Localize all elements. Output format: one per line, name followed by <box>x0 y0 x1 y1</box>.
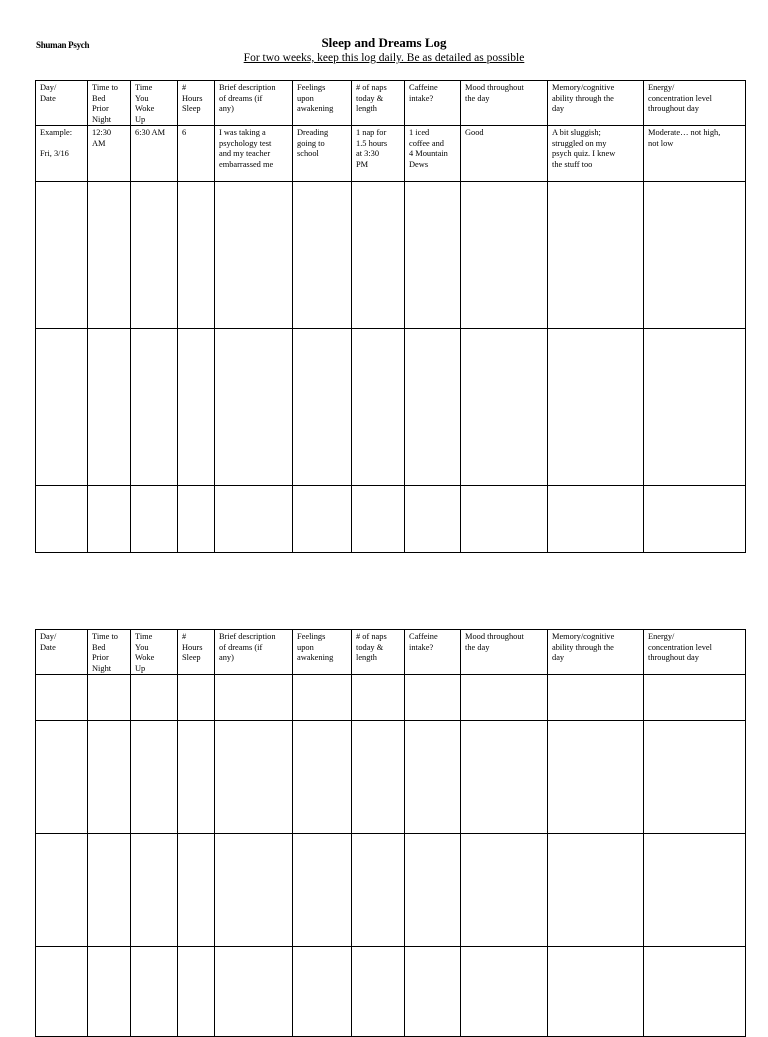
entry-cell[interactable] <box>36 947 88 1037</box>
entry-cell[interactable] <box>178 182 215 329</box>
entry-cell[interactable] <box>405 329 461 486</box>
entry-cell[interactable] <box>131 486 178 553</box>
entry-cell[interactable] <box>293 721 352 834</box>
entry-cell[interactable] <box>88 721 131 834</box>
example-cell: Example: Fri, 3/16 <box>36 126 88 182</box>
example-cell: 12:30 AM <box>88 126 131 182</box>
entry-cell[interactable] <box>405 675 461 721</box>
column-header: Energy/ concentration level throughout day <box>644 630 746 675</box>
sleep-log-table-2 <box>35 629 746 1037</box>
example-cell: Moderate… not high, not low <box>644 126 746 182</box>
example-cell: 1 iced coffee and 4 Mountain Dews <box>405 126 461 182</box>
entry-cell[interactable] <box>36 675 88 721</box>
column-header: Time You Woke Up <box>131 630 178 675</box>
log-entry-row[interactable] <box>36 947 746 1037</box>
entry-cell[interactable] <box>131 675 178 721</box>
entry-cell[interactable] <box>461 947 548 1037</box>
entry-cell[interactable] <box>352 486 405 553</box>
entry-cell[interactable] <box>293 486 352 553</box>
sleep-log-table-1 <box>35 80 746 553</box>
entry-cell[interactable] <box>644 947 746 1037</box>
log-entry-row[interactable] <box>36 486 746 553</box>
entry-cell[interactable] <box>36 182 88 329</box>
entry-cell[interactable] <box>88 182 131 329</box>
entry-cell[interactable] <box>644 834 746 947</box>
entry-cell[interactable] <box>88 486 131 553</box>
column-header: Time You Woke Up <box>131 81 178 126</box>
entry-cell[interactable] <box>131 834 178 947</box>
column-header: Caffeine intake? <box>405 630 461 675</box>
column-header: Memory/cognitive ability through the day <box>548 630 644 675</box>
entry-cell[interactable] <box>405 834 461 947</box>
entry-cell[interactable] <box>178 329 215 486</box>
entry-cell[interactable] <box>293 329 352 486</box>
log-entry-row[interactable] <box>36 675 746 721</box>
entry-cell[interactable] <box>215 675 293 721</box>
entry-cell[interactable] <box>461 486 548 553</box>
entry-cell[interactable] <box>178 675 215 721</box>
entry-cell[interactable] <box>405 486 461 553</box>
entry-cell[interactable] <box>293 675 352 721</box>
header-row <box>36 630 746 675</box>
entry-cell[interactable] <box>548 182 644 329</box>
column-header: # of naps today & length <box>352 81 405 126</box>
log-entry-row[interactable] <box>36 182 746 329</box>
entry-cell[interactable] <box>548 834 644 947</box>
column-header: Feelings upon awakening <box>293 630 352 675</box>
entry-cell[interactable] <box>178 947 215 1037</box>
entry-cell[interactable] <box>644 486 746 553</box>
entry-cell[interactable] <box>36 486 88 553</box>
log-entry-row[interactable] <box>36 721 746 834</box>
entry-cell[interactable] <box>36 834 88 947</box>
column-header: Mood throughout the day <box>461 630 548 675</box>
entry-cell[interactable] <box>88 834 131 947</box>
entry-cell[interactable] <box>644 721 746 834</box>
example-row <box>36 126 746 182</box>
entry-cell[interactable] <box>88 947 131 1037</box>
column-header: Mood throughout the day <box>461 81 548 126</box>
entry-cell[interactable] <box>548 675 644 721</box>
entry-cell[interactable] <box>178 721 215 834</box>
column-header: Time to Bed Prior Night <box>88 81 131 126</box>
entry-cell[interactable] <box>352 329 405 486</box>
entry-cell[interactable] <box>131 182 178 329</box>
entry-cell[interactable] <box>352 721 405 834</box>
entry-cell[interactable] <box>405 182 461 329</box>
entry-cell[interactable] <box>352 675 405 721</box>
header-row <box>36 81 746 126</box>
entry-cell[interactable] <box>405 721 461 834</box>
column-header: # Hours Sleep <box>178 81 215 126</box>
entry-cell[interactable] <box>548 329 644 486</box>
entry-cell[interactable] <box>215 947 293 1037</box>
entry-cell[interactable] <box>215 329 293 486</box>
entry-cell[interactable] <box>548 947 644 1037</box>
entry-cell[interactable] <box>352 834 405 947</box>
entry-cell[interactable] <box>644 329 746 486</box>
column-header: Energy/ concentration level throughout day <box>644 81 746 126</box>
column-header: Memory/cognitive ability through the day <box>548 81 644 126</box>
column-header: Brief description of dreams (if any) <box>215 630 293 675</box>
entry-cell[interactable] <box>352 182 405 329</box>
entry-cell[interactable] <box>131 329 178 486</box>
column-header: # Hours Sleep <box>178 630 215 675</box>
example-cell: 6:30 AM <box>131 126 178 182</box>
page-subtitle: For two weeks, keep this log daily. Be as detailed as possible <box>243 52 525 64</box>
entry-cell[interactable] <box>88 675 131 721</box>
entry-cell[interactable] <box>461 182 548 329</box>
example-cell: I was taking a psychology test and my teacher embarrassed me <box>215 126 293 182</box>
entry-cell[interactable] <box>178 834 215 947</box>
page-title: Sleep and Dreams Log <box>321 35 447 50</box>
entry-cell[interactable] <box>293 947 352 1037</box>
entry-cell[interactable] <box>461 329 548 486</box>
entry-cell[interactable] <box>548 486 644 553</box>
entry-cell[interactable] <box>548 721 644 834</box>
entry-cell[interactable] <box>178 486 215 553</box>
example-cell: 1 nap for 1.5 hours at 3:30 PM <box>352 126 405 182</box>
column-header: # of naps today & length <box>352 630 405 675</box>
example-cell: A bit sluggish; struggled on my psych quiz. I knew the stuff too <box>548 126 644 182</box>
log-entry-row[interactable] <box>36 329 746 486</box>
column-header: Time to Bed Prior Night <box>88 630 131 675</box>
entry-cell[interactable] <box>215 486 293 553</box>
entry-cell[interactable] <box>644 182 746 329</box>
example-cell: Dreading going to school <box>293 126 352 182</box>
column-header: Day/ Date <box>36 630 88 675</box>
entry-cell[interactable] <box>461 834 548 947</box>
entry-cell[interactable] <box>644 675 746 721</box>
entry-cell[interactable] <box>293 834 352 947</box>
entry-cell[interactable] <box>293 182 352 329</box>
column-header: Brief description of dreams (if any) <box>215 81 293 126</box>
column-header: Day/ Date <box>36 81 88 126</box>
entry-cell[interactable] <box>36 721 88 834</box>
log-entry-row[interactable] <box>36 834 746 947</box>
entry-cell[interactable] <box>405 947 461 1037</box>
entry-cell[interactable] <box>88 329 131 486</box>
example-cell: 6 <box>178 126 215 182</box>
entry-cell[interactable] <box>215 834 293 947</box>
entry-cell[interactable] <box>461 675 548 721</box>
entry-cell[interactable] <box>352 947 405 1037</box>
entry-cell[interactable] <box>131 721 178 834</box>
course-label: Shuman Psych <box>36 40 90 50</box>
example-cell: Good <box>461 126 548 182</box>
entry-cell[interactable] <box>36 329 88 486</box>
entry-cell[interactable] <box>215 182 293 329</box>
entry-cell[interactable] <box>215 721 293 834</box>
entry-cell[interactable] <box>131 947 178 1037</box>
column-header: Caffeine intake? <box>405 81 461 126</box>
entry-cell[interactable] <box>461 721 548 834</box>
column-header: Feelings upon awakening <box>293 81 352 126</box>
